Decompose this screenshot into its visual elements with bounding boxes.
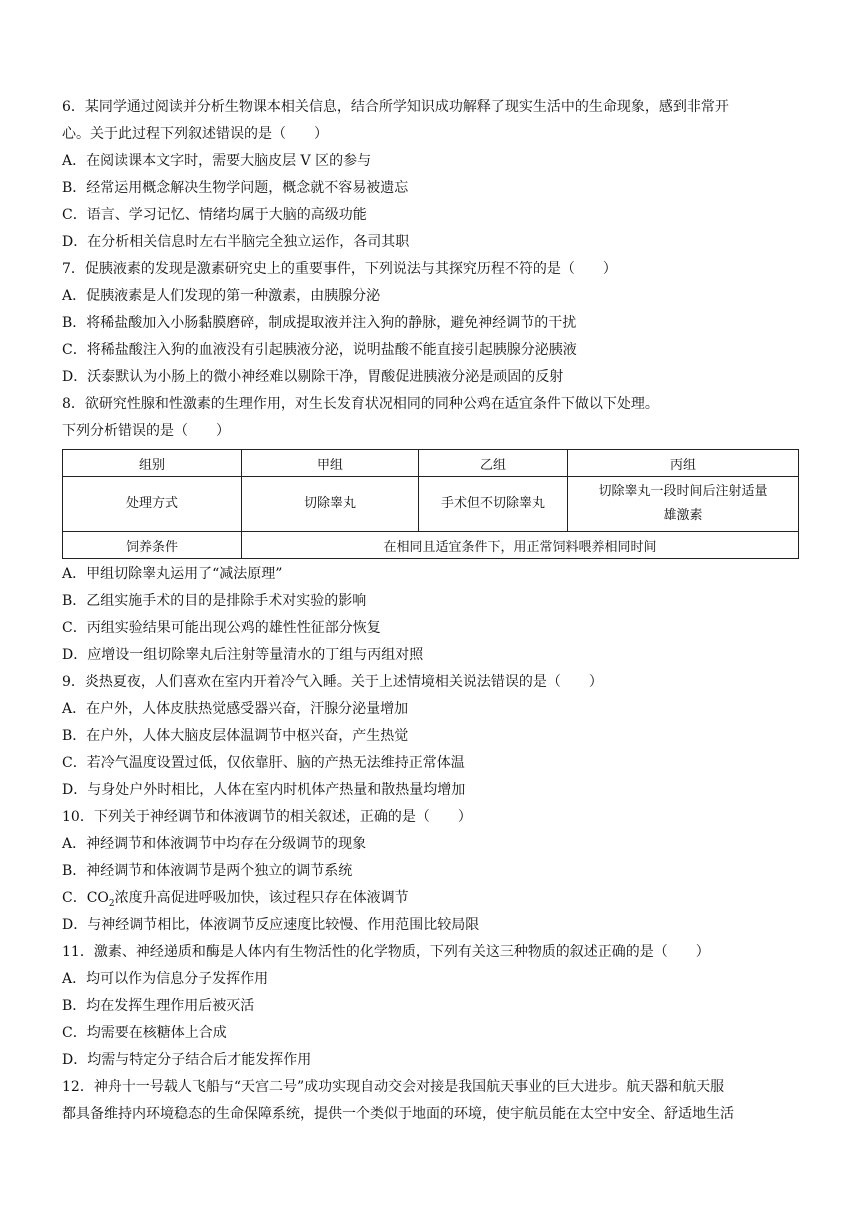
question-stem: 心。关于此过程下列叙述错误的是（ ） bbox=[62, 126, 328, 142]
question-12 bbox=[62, 1074, 802, 1128]
question-stem: 8．欲研究性腺和性激素的生理作用，对生长发育状况相同的同种公鸡在适宜条件下做以下处理。 bbox=[62, 396, 659, 412]
table-cell: 切除睾丸 bbox=[242, 477, 419, 532]
experiment-table bbox=[62, 449, 799, 559]
table-cell: 手术但不切除睾丸 bbox=[419, 477, 568, 532]
option-d: D．沃泰默认为小肠上的微小神经难以剔除干净，胃酸促进胰液分泌是顽固的反射 bbox=[62, 369, 564, 385]
option-c: C．语言、学习记忆、情绪均属于大脑的高级功能 bbox=[62, 207, 367, 223]
option-a: A．甲组切除睾丸运用了“减法原理” bbox=[62, 566, 283, 582]
table-cell: 处理方式 bbox=[63, 477, 242, 532]
option-a: A．在阅读课本文字时，需要大脑皮层 V 区的参与 bbox=[62, 153, 372, 169]
question-10 bbox=[62, 804, 802, 939]
option-b: B．乙组实施手术的目的是排除手术对实验的影响 bbox=[62, 593, 367, 609]
question-6 bbox=[62, 94, 802, 256]
option-a: A．均可以作为信息分子发挥作用 bbox=[62, 971, 269, 987]
table-cell-line: 雄激素 bbox=[663, 508, 703, 523]
question-stem: 下列分析错误的是（ ） bbox=[62, 423, 230, 439]
option-a: A．在户外，人体皮肤热觉感受器兴奋，汗腺分泌量增加 bbox=[62, 701, 409, 717]
question-11 bbox=[62, 939, 802, 1074]
option-b: B．均在发挥生理作用后被灭活 bbox=[62, 998, 255, 1014]
table-header-row bbox=[63, 450, 799, 477]
option-b: B．神经调节和体液调节是两个独立的调节系统 bbox=[62, 863, 353, 879]
option-c: C．丙组实验结果可能出现公鸡的雄性性征部分恢复 bbox=[62, 620, 381, 636]
table-row bbox=[63, 532, 799, 559]
option-c bbox=[62, 885, 802, 912]
table-header-cell: 丙组 bbox=[568, 450, 799, 477]
question-stem: 9．炎热夏夜，人们喜欢在室内开着冷气入睡。关于上述情境相关说法错误的是（ ） bbox=[62, 674, 603, 690]
question-9 bbox=[62, 669, 802, 804]
question-7 bbox=[62, 256, 802, 391]
question-stem: 都具备维持内环境稳态的生命保障系统，提供一个类似于地面的环境，使宇航员能在太空中安全、舒适地生活 bbox=[62, 1106, 734, 1122]
option-d: D．与身处户外时相比，人体在室内时机体产热量和散热量均增加 bbox=[62, 782, 466, 798]
option-b: B．经常运用概念解决生物学问题，概念就不容易被遗忘 bbox=[62, 180, 409, 196]
table-cell: 在相同且适宜条件下，用正常饲料喂养相同时间 bbox=[242, 532, 799, 559]
option-c-text: 浓度升高促进呼吸加快，该过程只存在体液调节 bbox=[114, 890, 409, 906]
table-header-cell: 组别 bbox=[63, 450, 242, 477]
table-cell-line: 切除睾丸一段时间后注射适量 bbox=[598, 484, 768, 499]
table-header-cell: 乙组 bbox=[419, 450, 568, 477]
question-page bbox=[62, 94, 802, 1128]
question-stem: 12．神舟十一号载人飞船与“天宫二号”成功实现自动交会对接是我国航天事业的巨大进步。航天器和航天服 bbox=[62, 1079, 725, 1095]
table-header-cell: 甲组 bbox=[242, 450, 419, 477]
option-c: C．均需要在核糖体上合成 bbox=[62, 1025, 227, 1041]
table-cell bbox=[568, 477, 799, 532]
question-stem: 10．下列关于神经调节和体液调节的相关叙述，正确的是（ ） bbox=[62, 809, 472, 825]
option-b: B．将稀盐酸加入小肠黏膜磨碎，制成提取液并注入狗的静脉，避免神经调节的干扰 bbox=[62, 315, 577, 331]
option-d: D．与神经调节相比，体液调节反应速度比较慢、作用范围比较局限 bbox=[62, 917, 480, 933]
option-d: D．在分析相关信息时左右半脑完全独立运作，各司其职 bbox=[62, 234, 410, 250]
option-c: C．将稀盐酸注入狗的血液没有引起胰液分泌，说明盐酸不能直接引起胰腺分泌胰液 bbox=[62, 342, 577, 358]
option-d: D．均需与特定分子结合后才能发挥作用 bbox=[62, 1052, 312, 1068]
question-8 bbox=[62, 391, 802, 669]
option-b: B．在户外，人体大脑皮层体温调节中枢兴奋，产生热觉 bbox=[62, 728, 409, 744]
option-c: C．若冷气温度设置过低，仅依靠肝、脑的产热无法维持正常体温 bbox=[62, 755, 465, 771]
table-row bbox=[63, 477, 799, 532]
option-a: A．促胰液素是人们发现的第一种激素，由胰腺分泌 bbox=[62, 288, 381, 304]
subscript-2: 2 bbox=[108, 898, 115, 909]
table-cell: 饲养条件 bbox=[63, 532, 242, 559]
question-stem: 11．激素、神经递质和酶是人体内有生物活性的化学物质，下列有关这三种物质的叙述正确的是（ ） bbox=[62, 944, 710, 960]
question-stem: 7．促胰液素的发现是激素研究史上的重要事件，下列说法与其探究历程不符的是（ ） bbox=[62, 261, 617, 277]
option-c-prefix: C．CO bbox=[62, 890, 109, 906]
question-stem: 6．某同学通过阅读并分析生物课本相关信息，结合所学知识成功解释了现实生活中的生命现象，感到非常开 bbox=[62, 99, 729, 115]
option-d: D．应增设一组切除睾丸后注射等量清水的丁组与丙组对照 bbox=[62, 647, 424, 663]
option-a: A．神经调节和体液调节中均存在分级调节的现象 bbox=[62, 836, 367, 852]
